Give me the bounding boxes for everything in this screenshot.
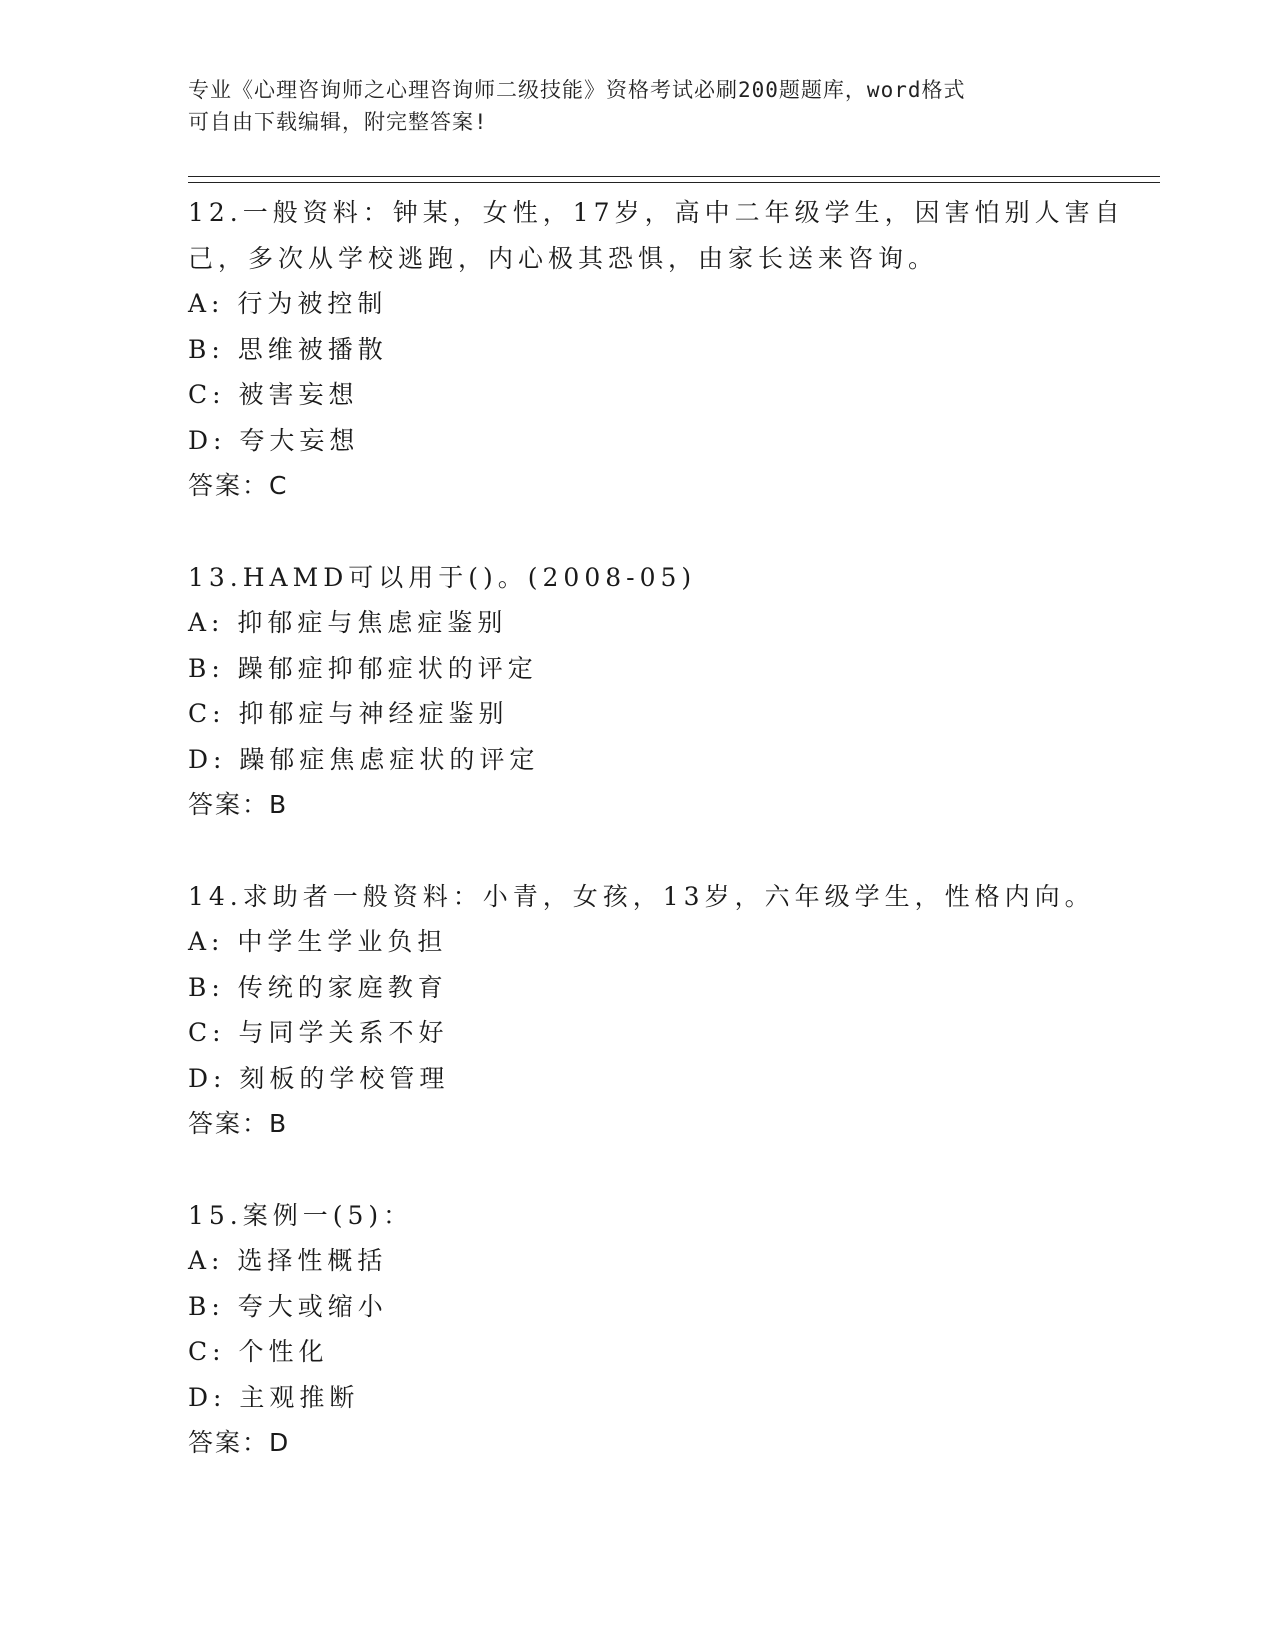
header-line-1: 专业《心理咨询师之心理咨询师二级技能》资格考试必刷200题题库，word格式 <box>188 78 966 102</box>
question-13 <box>188 555 1160 828</box>
answer-line: 答案：B <box>188 790 289 819</box>
question-12 <box>188 190 1160 509</box>
option-c: C: 与同学关系不好 <box>188 1018 449 1047</box>
question-stem: 13.HAMD可以用于()。(2008-05) <box>188 562 697 592</box>
option-b: B: 思维被播散 <box>188 334 388 364</box>
option-c: C: 个性化 <box>188 1337 329 1366</box>
option-b: B: 夸大或缩小 <box>188 1291 388 1321</box>
option-b: B: 传统的家庭教育 <box>188 972 448 1002</box>
option-c: C: 抑郁症与神经症鉴别 <box>188 699 509 728</box>
option-d: D: 夸大妄想 <box>188 425 360 455</box>
question-list <box>188 190 1160 1512</box>
answer-line: 答案：D <box>188 1428 291 1457</box>
option-d: D: 刻板的学校管理 <box>188 1063 450 1093</box>
answer-line: 答案：C <box>188 471 289 500</box>
option-b: B: 躁郁症抑郁症状的评定 <box>188 653 538 683</box>
header-divider <box>188 176 1160 183</box>
question-stem: 己，多次从学校逃跑，内心极其恐惧，由家长送来咨询。 <box>188 243 939 273</box>
question-stem: 14.求助者一般资料：小青，女孩，13岁，六年级学生，性格内向。 <box>188 881 1095 911</box>
answer-line: 答案：B <box>188 1109 289 1138</box>
option-d: D: 主观推断 <box>188 1382 360 1412</box>
question-stem: 15.案例一(5)： <box>188 1200 414 1230</box>
question-14 <box>188 874 1160 1147</box>
option-a: A: 选择性概括 <box>188 1246 388 1275</box>
document-header <box>188 74 1088 138</box>
option-c: C: 被害妄想 <box>188 380 359 409</box>
option-a: A: 中学生学业负担 <box>188 927 448 956</box>
question-stem: 12.一般资料：钟某，女性，17岁，高中二年级学生，因害怕别人害自 <box>188 198 1125 227</box>
question-15 <box>188 1193 1160 1466</box>
option-a: A: 抑郁症与焦虑症鉴别 <box>188 608 508 637</box>
option-a: A: 行为被控制 <box>188 289 388 318</box>
header-line-2: 可自由下载编辑，附完整答案! <box>188 110 488 134</box>
option-d: D: 躁郁症焦虑症状的评定 <box>188 744 540 774</box>
